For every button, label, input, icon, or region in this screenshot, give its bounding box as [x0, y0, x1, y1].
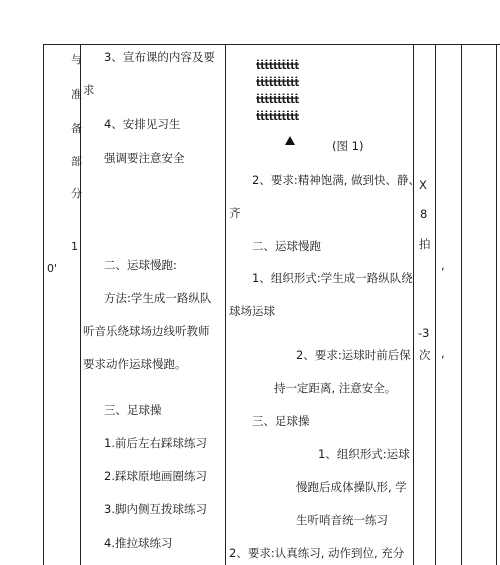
col1-char-4: 分 — [71, 187, 82, 200]
col5-mark-1: , — [441, 258, 445, 272]
col-border-2 — [225, 44, 226, 565]
col1-char-1: 准 — [71, 88, 82, 101]
col2-item-1: 2.踩球原地画圈练习 — [104, 469, 207, 483]
col3-req2b: 持一定距离, 注意安全。 — [274, 381, 397, 395]
col3-org2b: 慢跑后成体操队形, 学 — [296, 480, 407, 494]
col2-item-2: 3.脚内侧互拨球练习 — [104, 502, 207, 516]
col3-org2: 1、组织形式:运球 — [318, 447, 410, 461]
col1-num2: 0' — [47, 262, 58, 275]
col-border-0 — [43, 44, 44, 565]
col2-line1: 3、宣布课的内容及要 — [104, 50, 215, 64]
col2-sec1-method2: 听音乐绕球场边线听教师 — [83, 324, 210, 338]
col1-char-2: 备 — [71, 122, 82, 135]
col4-8: 8 — [420, 207, 428, 221]
col2-sec1-title: 二、运球慢跑: — [104, 258, 177, 272]
col4-neg3: -3 — [418, 326, 430, 340]
col5-mark-2: , — [441, 346, 445, 360]
teacher-triangle-icon — [285, 136, 295, 145]
col2-sec1-method3: 要求动作运球慢跑。 — [83, 357, 187, 371]
col2-sec2-title: 三、足球操 — [104, 403, 162, 417]
col3-org1: 1、组织形式:学生成一路纵队绕 — [252, 271, 413, 285]
col-border-4 — [435, 44, 436, 565]
student-group: ṫṫṫṫṫṫṫṫṫṫ — [256, 95, 299, 106]
col4-times: 次 — [419, 348, 431, 362]
col2-line3: 4、安排见习生 — [104, 117, 181, 131]
formation-row-1 — [256, 72, 336, 89]
col4-beat: 拍 — [419, 237, 431, 251]
col4-x: X — [419, 178, 427, 192]
col2-line4: 强调要注意安全 — [104, 151, 185, 165]
table-top-border — [43, 44, 500, 45]
col-border-5 — [461, 44, 462, 565]
col2-sec1-method1: 方法:学生成一路纵队 — [104, 291, 212, 305]
col3-req1: 2、要求:精神饱满, 做到快、静、 — [252, 173, 421, 187]
formation-row-2 — [256, 89, 336, 106]
col3-sec1-title: 二、运球慢跑 — [252, 239, 321, 253]
col-border-3 — [413, 44, 414, 565]
student-group: ṫṫṫṫṫṫṫṫṫṫ — [256, 61, 299, 72]
col3-org2c: 生听哨音统一练习 — [296, 513, 388, 527]
col3-req1b: 齐 — [229, 206, 241, 220]
student-group: ṫṫṫṫṫṫṫṫṫṫ — [256, 78, 299, 89]
col2-item-3: 4.推拉球练习 — [104, 536, 173, 550]
col3-sec2-title: 三、足球操 — [252, 414, 310, 428]
col3-req2: 2、要求:运球时前后保 — [296, 348, 411, 362]
col3-org1b: 球场运球 — [229, 304, 275, 318]
col1-num: 1 — [71, 240, 78, 253]
figure-caption: (图 1) — [332, 139, 364, 153]
col2-line2: 求 — [83, 83, 95, 97]
col3-req3: 2、要求:认真练习, 动作到位, 充分 — [229, 546, 405, 560]
col2-item-0: 1.前后左右踩球练习 — [104, 436, 207, 450]
student-group: ṫṫṫṫṫṫṫṫṫṫ — [256, 112, 299, 123]
formation-row-3 — [256, 106, 336, 123]
col1-char-0: 与 — [71, 53, 82, 66]
formation-row-0 — [256, 55, 336, 72]
formation-figure — [256, 55, 336, 123]
col-border-6 — [496, 44, 497, 565]
col1-char-3: 部 — [71, 155, 82, 168]
